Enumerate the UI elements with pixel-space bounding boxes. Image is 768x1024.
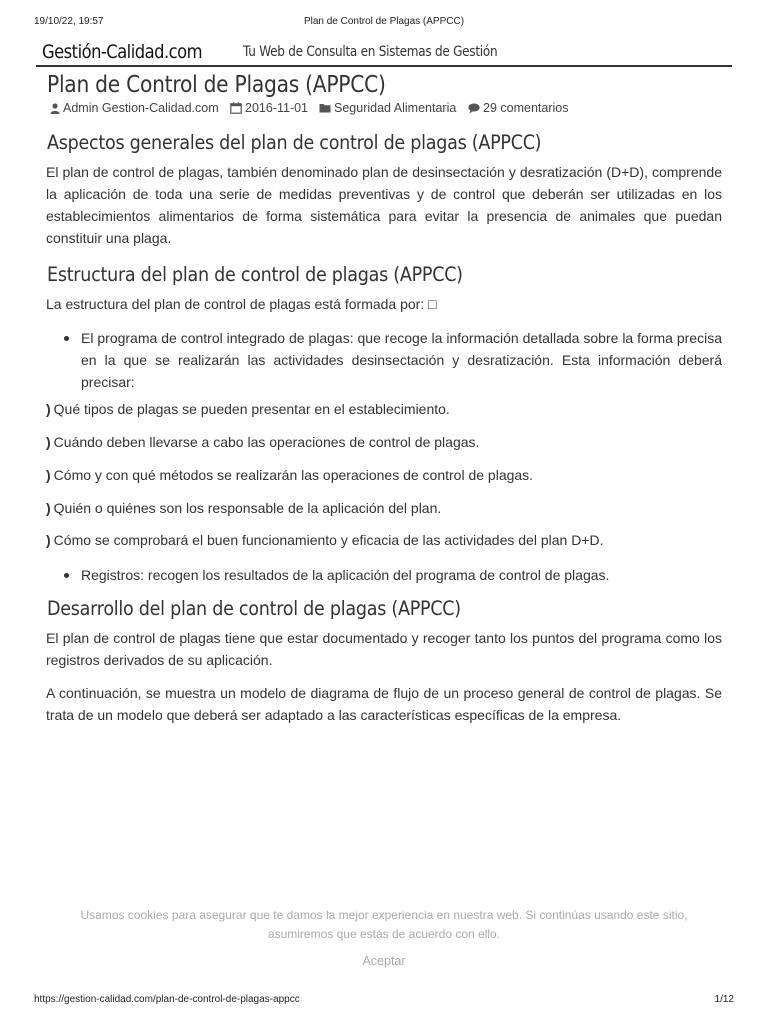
meta-comments[interactable] (468, 101, 568, 115)
print-url: https://gestion-calidad.com/plan-de-control-de-plagas-appcc (34, 994, 300, 1005)
comment-icon (468, 103, 480, 114)
list-item: ) Cómo se comprobará el buen funcionamiento y eficacia de las actividades del plan D+D. (46, 532, 604, 548)
paragraph-estructura-intro: La estructura del plan de control de plagas está formada por: □ (46, 296, 437, 312)
section-heading-desarrollo: Desarrollo del plan de control de plagas (APPCC) (47, 597, 461, 620)
site-header (36, 40, 732, 67)
paragraph-desarrollo-1: El plan de control de plagas tiene que estar documentado y recoger tanto los puntos del programa como los registros derivados de su aplicación. (46, 630, 722, 668)
site-tagline: Tu Web de Consulta en Sistemas de Gestión (243, 44, 498, 60)
paragraph-aspectos: El plan de control de plagas, también denominado plan de desinsectación y desratización (D+D), comprende la aplicación de toda una serie de medidas preventivas y de control que deberán ser utilizadas en los establecimientos alimentarios de forma sistemática para evitar la presencia de animales que puedan constituir una plaga. (46, 164, 722, 246)
print-page-title: Plan de Control de Plagas (APPCC) (303, 16, 465, 27)
meta-category-text: Seguridad Alimentaria (334, 101, 457, 115)
section-heading-aspectos: Aspectos generales del plan de control de plagas (APPCC) (47, 131, 542, 154)
user-icon (50, 103, 60, 114)
meta-category[interactable] (319, 101, 456, 115)
site-name-link[interactable]: Gestión-Calidad.com (42, 41, 202, 63)
list-item: ) Quién o quiénes son los responsable de la aplicación del plan. (46, 500, 442, 516)
meta-date-text: 2016-11-01 (245, 101, 309, 115)
section-heading-estructura: Estructura del plan de control de plagas (APPCC) (47, 263, 463, 286)
calendar-icon (230, 102, 242, 114)
meta-author-text: Admin Gestion-Calidad.com (63, 101, 219, 115)
print-footer (34, 994, 734, 1008)
folder-icon (319, 103, 331, 113)
print-page-number: 1/12 (714, 994, 734, 1005)
bullet-dot (64, 573, 69, 578)
meta-author[interactable] (50, 101, 219, 115)
meta-date (230, 101, 308, 115)
print-datetime: 19/10/22, 19:57 (34, 16, 104, 27)
list-item: ) Cuándo deben llevarse a cabo las operaciones de control de plagas. (46, 434, 480, 450)
meta-comments-text: 29 comentarios (483, 101, 569, 115)
list-item: ) Qué tipos de plagas se pueden presentar en el establecimiento. (46, 401, 450, 417)
paragraph-desarrollo-2: A continuación, se muestra un modelo de diagrama de flujo de un proceso general de control de plagas. Se trata de un modelo que deberá ser adaptado a las características específicas de la empresa. (46, 685, 722, 723)
bullet-programa: El programa de control integrado de plagas: que recoge la información detallada sobre la forma precisa en la que se realizarán las actividades desinsectación y desratización. Esta información deberá precisar: (81, 330, 722, 390)
bullet-registros: Registros: recogen los resultados de la aplicación del programa de control de plagas. (81, 567, 610, 583)
bullet-dot (64, 336, 69, 341)
article-title: Plan de Control de Plagas (APPCC) (47, 72, 386, 98)
cookie-notice-text: Usamos cookies para asegurar que te damos la mejor experiencia en nuestra web. Si continúas usando este sitio, asumiremos que estás de acuerdo con ello. (80, 908, 688, 941)
print-header (34, 16, 734, 30)
cookie-accept-button[interactable]: Aceptar (362, 954, 406, 968)
list-item: ) Cómo y con qué métodos se realizarán las operaciones de control de plagas. (46, 467, 534, 483)
